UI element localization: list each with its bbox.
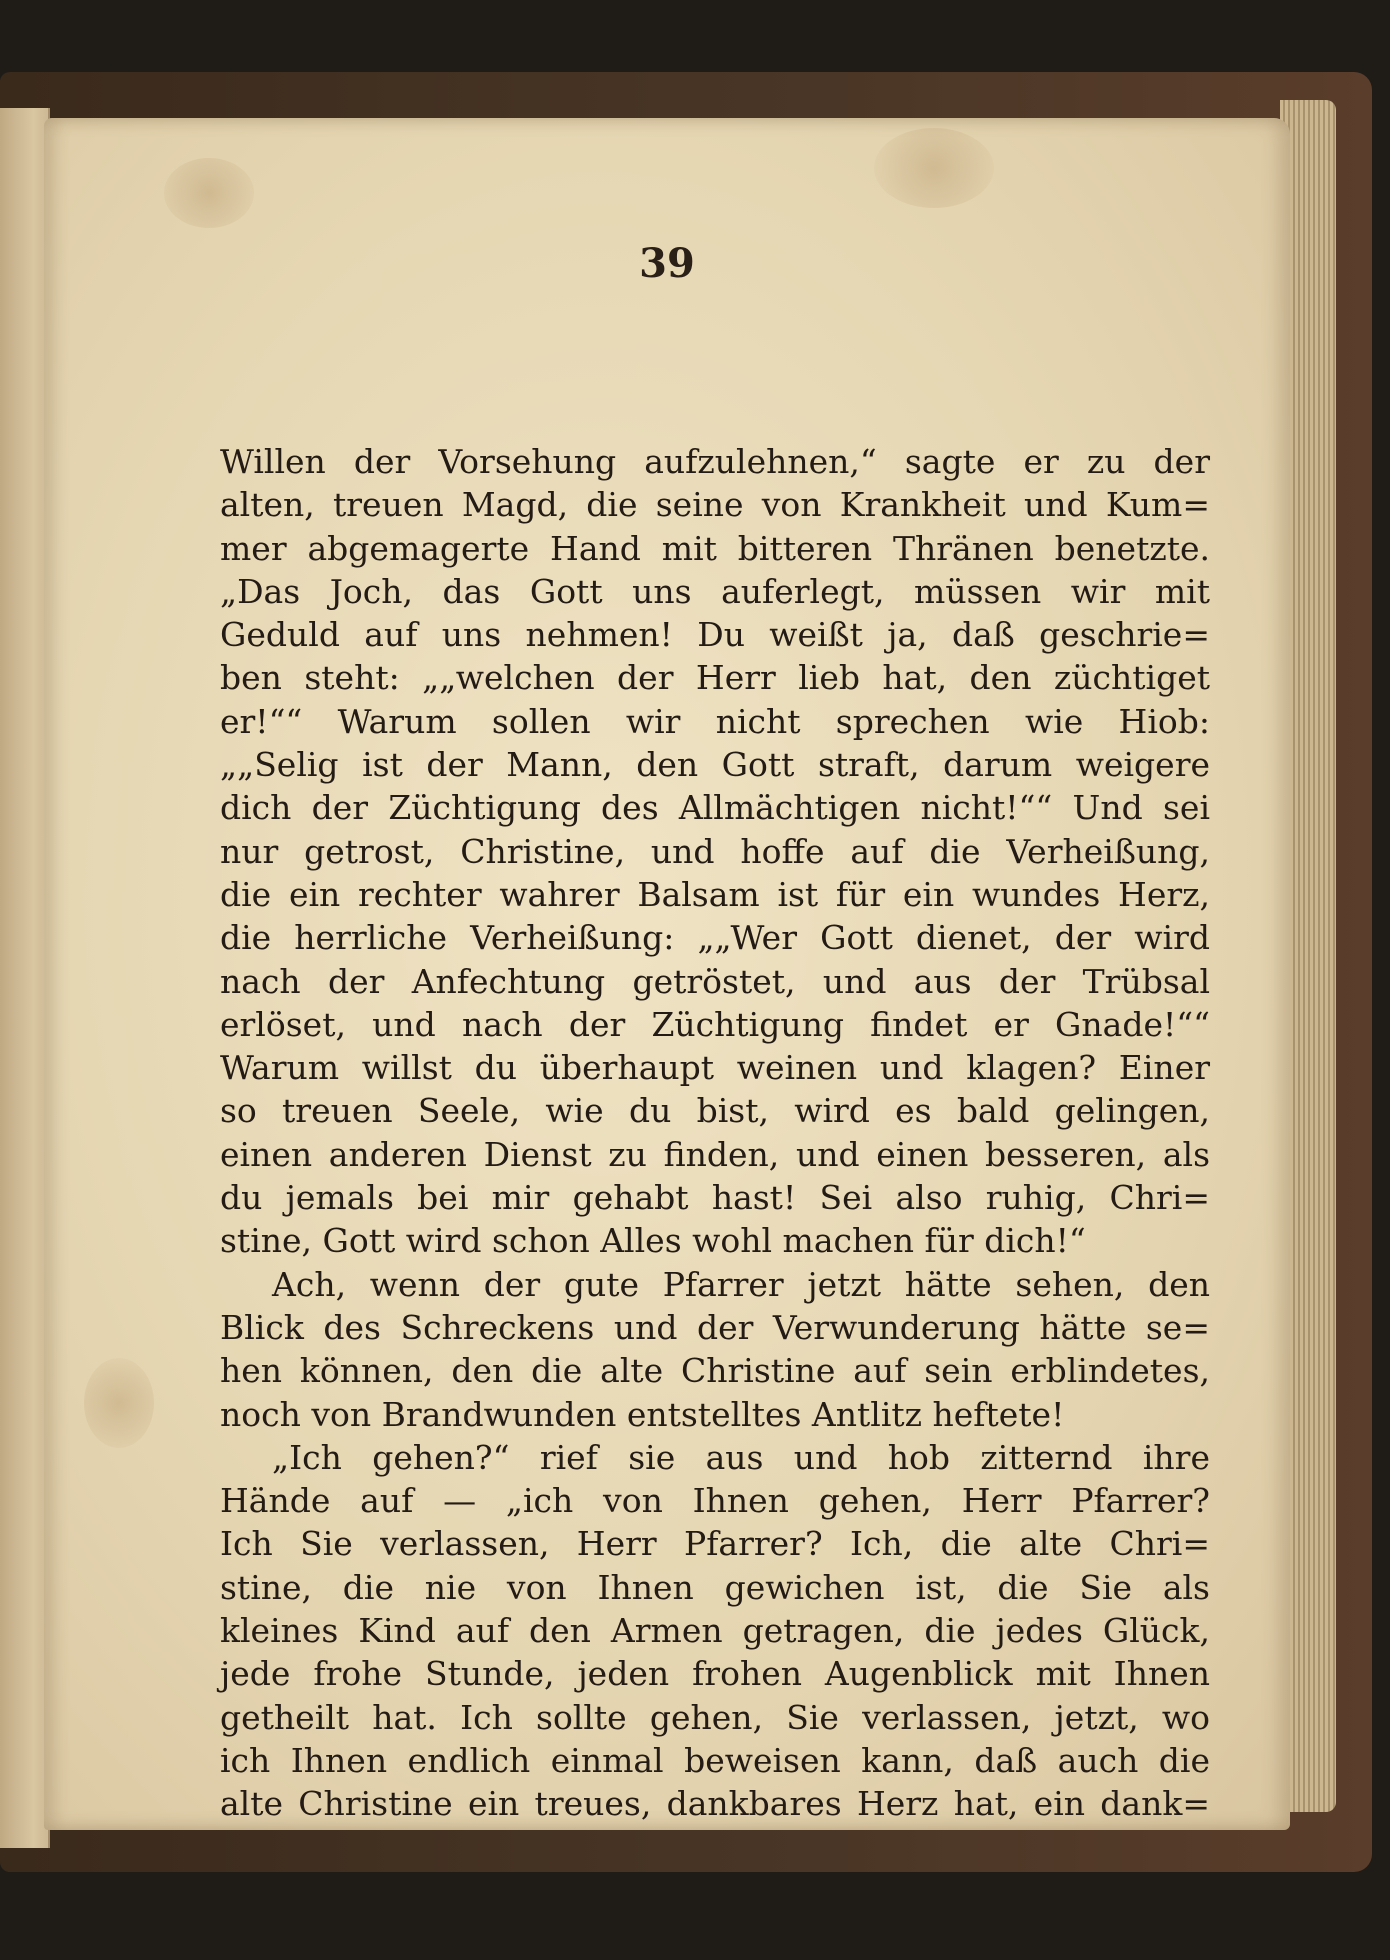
text-line: erlöset, und nach der Züchtigung findet er Gnade!““ <box>220 1004 1210 1044</box>
text-line: nur getrost, Christine, und hoffe auf die Verheißung, <box>220 831 1210 871</box>
text-line: du jemals bei mir gehabt hast! Sei also ruhig, Chri= <box>220 1178 1210 1218</box>
text-line: Blick des Schreckens und der Verwunderung hätte se= <box>220 1307 1210 1347</box>
page-number: 39 <box>639 240 695 287</box>
text-line: noch von Brandwunden entstelltes Antlitz heftete! <box>220 1394 1065 1434</box>
text-line: Hände auf — „ich von Ihnen gehen, Herr Pfarrer? <box>220 1481 1210 1521</box>
text-line: hen können, den die alte Christine auf sein erblindetes, <box>220 1351 1210 1391</box>
text-line: stine, Gott wird schon Alles wohl machen für dich!“ <box>220 1221 1086 1261</box>
text-line: dich der Züchtigung des Allmächtigen nicht!““ Und sei <box>220 788 1210 828</box>
text-line: Warum willst du überhaupt weinen und klagen? Einer <box>220 1048 1210 1088</box>
text-line: ben steht: „„welchen der Herr lieb hat, den züchtiget <box>220 658 1210 698</box>
text-line: „„Selig ist der Mann, den Gott straft, darum weigere <box>220 745 1210 785</box>
paper-stain <box>84 1358 154 1448</box>
text-line: alten, treuen Magd, die seine von Krankheit und Kum= <box>220 485 1210 525</box>
facing-page-edge <box>0 108 50 1848</box>
text-line: Willen der Vorsehung aufzulehnen,“ sagte er zu der <box>220 442 1210 481</box>
text-line: „Ich gehen?“ rief sie aus und hob zitternd ihre <box>272 1437 1210 1477</box>
body-text <box>220 440 1210 1826</box>
book-page <box>44 118 1290 1830</box>
text-line: getheilt hat. Ich sollte gehen, Sie verlassen, jetzt, wo <box>220 1697 1210 1737</box>
text-line: einen anderen Dienst zu finden, und einen besseren, als <box>220 1134 1210 1174</box>
text-line: er!““ Warum sollen wir nicht sprechen wie Hiob: <box>220 701 1210 741</box>
text-line: „Das Joch, das Gott uns auferlegt, müssen wir mit <box>220 571 1210 611</box>
text-line: die herrliche Verheißung: „„Wer Gott dienet, der wird <box>220 918 1210 958</box>
text-line: mer abgemagerte Hand mit bitteren Thränen benetzte. <box>220 528 1210 568</box>
text-line: Ich Sie verlassen, Herr Pfarrer? Ich, die alte Chri= <box>220 1524 1210 1564</box>
text-line: nach der Anfechtung getröstet, und aus der Trübsal <box>220 961 1210 1001</box>
text-line: die ein rechter wahrer Balsam ist für ein wundes Herz, <box>220 874 1210 914</box>
paper-stain <box>874 128 994 208</box>
text-line: stine, die nie von Ihnen gewichen ist, die Sie als <box>220 1567 1210 1607</box>
text-line: Geduld auf uns nehmen! Du weißt ja, daß geschrie= <box>220 615 1210 655</box>
text-line: ich Ihnen endlich einmal beweisen kann, daß auch die <box>220 1740 1210 1780</box>
text-line: alte Christine ein treues, dankbares Herz hat, ein dank= <box>220 1784 1210 1824</box>
paper-stain <box>164 158 254 228</box>
text-line: Ach, wenn der gute Pfarrer jetzt hätte sehen, den <box>272 1264 1210 1304</box>
text-line: jede frohe Stunde, jeden frohen Augenblick mit Ihnen <box>220 1654 1210 1694</box>
text-line: so treuen Seele, wie du bist, wird es bald gelingen, <box>220 1091 1210 1131</box>
text-line: kleines Kind auf den Armen getragen, die jedes Glück, <box>220 1611 1210 1651</box>
